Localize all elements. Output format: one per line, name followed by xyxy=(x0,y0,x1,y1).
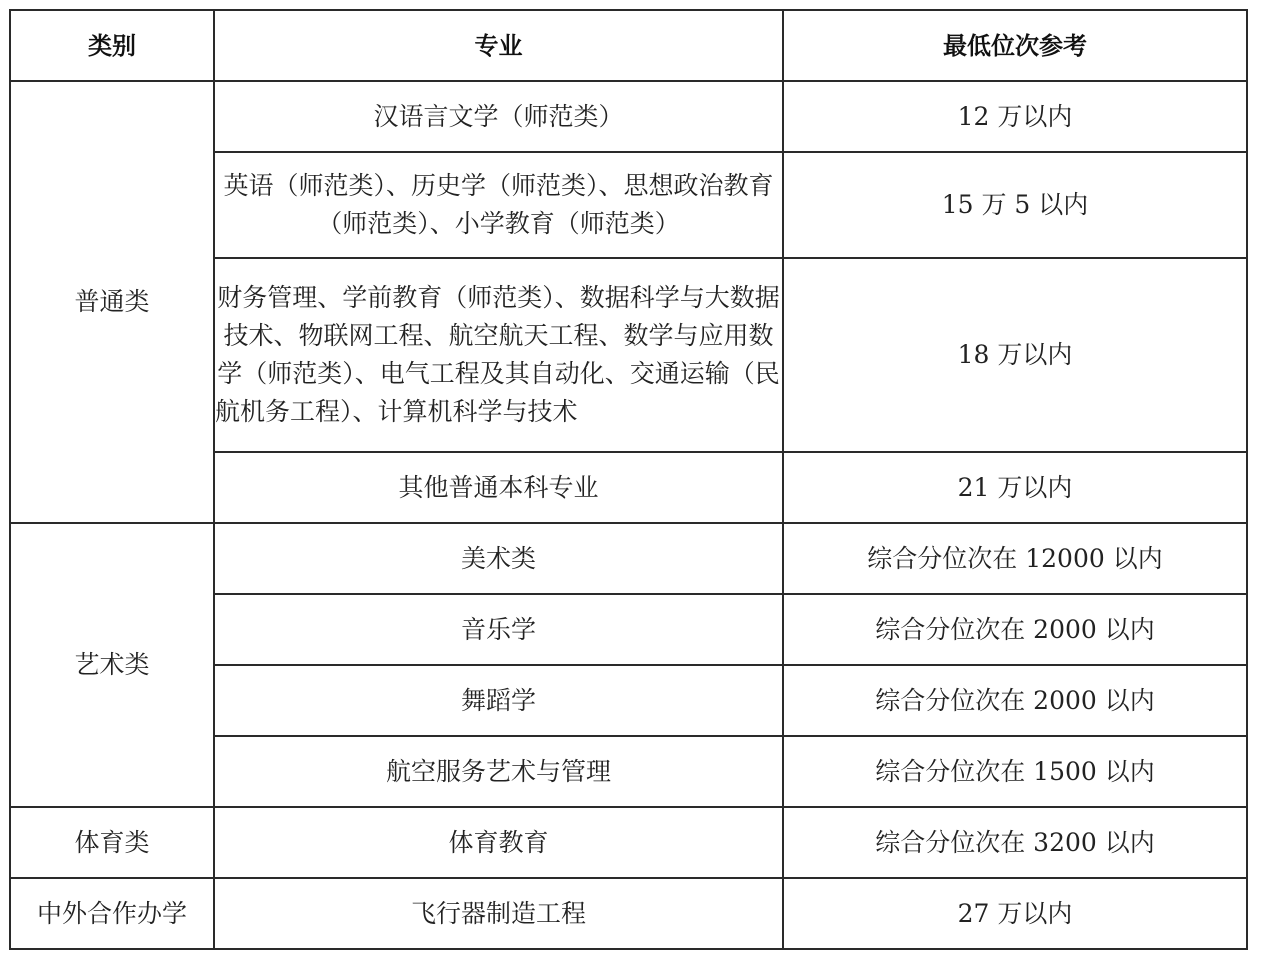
rank-cell: 综合分位次在 3200 以内 xyxy=(783,807,1247,878)
major-cell: 舞蹈学 xyxy=(214,665,783,736)
major-cell: 英语（师范类）、历史学（师范类）、思想政治教育（师范类）、小学教育（师范类） xyxy=(214,152,783,258)
rank-cell: 综合分位次在 1500 以内 xyxy=(783,736,1247,807)
header-major: 专业 xyxy=(214,10,783,81)
rank-cell: 27 万以内 xyxy=(783,878,1247,949)
table-row xyxy=(10,878,1247,949)
category-cell: 普通类 xyxy=(10,81,214,523)
rank-cell: 综合分位次在 2000 以内 xyxy=(783,665,1247,736)
rank-cell: 综合分位次在 2000 以内 xyxy=(783,594,1247,665)
rank-cell: 12 万以内 xyxy=(783,81,1247,152)
major-cell: 音乐学 xyxy=(214,594,783,665)
table-header-row xyxy=(10,10,1247,81)
category-cell: 体育类 xyxy=(10,807,214,878)
major-cell: 飞行器制造工程 xyxy=(214,878,783,949)
table-row xyxy=(10,807,1247,878)
table-row xyxy=(10,523,1247,594)
category-cell: 艺术类 xyxy=(10,523,214,807)
table-row xyxy=(10,81,1247,152)
rank-cell: 21 万以内 xyxy=(783,452,1247,523)
header-rank: 最低位次参考 xyxy=(783,10,1247,81)
header-category: 类别 xyxy=(10,10,214,81)
rank-cell: 综合分位次在 12000 以内 xyxy=(783,523,1247,594)
major-cell: 其他普通本科专业 xyxy=(214,452,783,523)
major-cell: 财务管理、学前教育（师范类）、数据科学与大数据技术、物联网工程、航空航天工程、数学与应用数学（师范类）、电气工程及其自动化、交通运输（民航机务工程）、计算机科学与技术 xyxy=(214,258,783,452)
rank-cell: 15 万 5 以内 xyxy=(783,152,1247,258)
rank-cell: 18 万以内 xyxy=(783,258,1247,452)
major-cell: 体育教育 xyxy=(214,807,783,878)
major-cell: 汉语言文学（师范类） xyxy=(214,81,783,152)
category-cell: 中外合作办学 xyxy=(10,878,214,949)
admission-rank-table xyxy=(9,9,1248,950)
major-cell: 航空服务艺术与管理 xyxy=(214,736,783,807)
major-cell: 美术类 xyxy=(214,523,783,594)
